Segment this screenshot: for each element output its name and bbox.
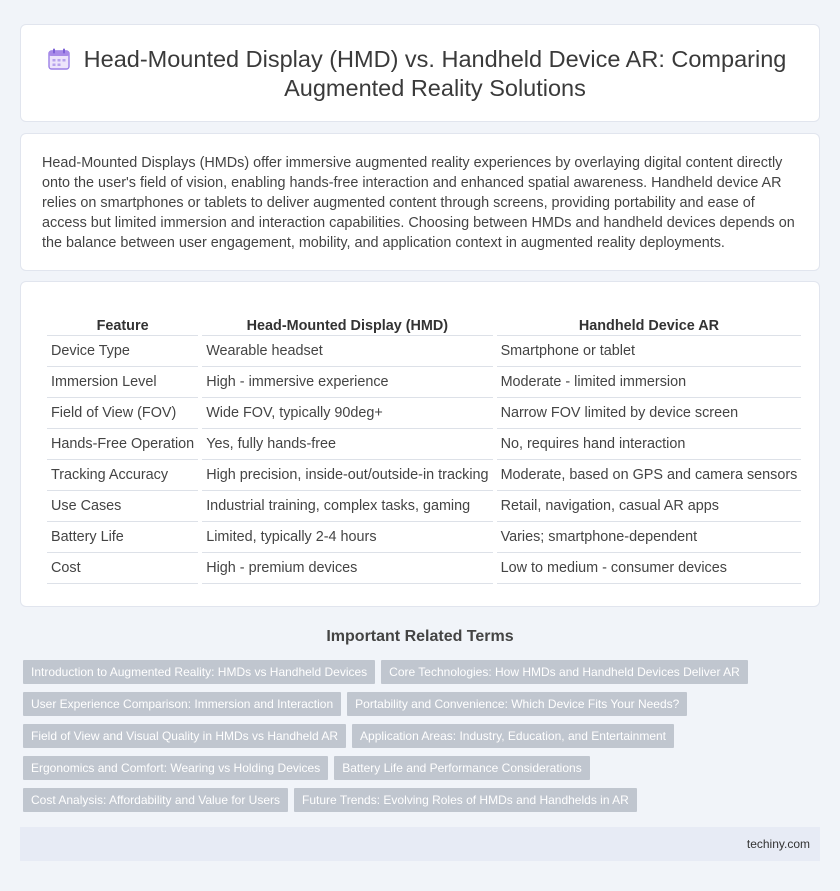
table-row	[47, 460, 801, 491]
hmd-cell: Wide FOV, typically 90deg+	[202, 398, 492, 429]
table-row	[47, 367, 801, 398]
feature-cell: Cost	[47, 553, 198, 584]
related-term-link[interactable]: Field of View and Visual Quality in HMDs vs Handheld AR	[23, 724, 346, 748]
handheld-cell: No, requires hand interaction	[497, 429, 802, 460]
table-row	[47, 429, 801, 460]
comparison-table	[43, 312, 805, 584]
related-term-link[interactable]: Introduction to Augmented Reality: HMDs vs Handheld Devices	[23, 660, 375, 684]
intro-card	[20, 133, 820, 271]
handheld-cell: Moderate, based on GPS and camera sensors	[497, 460, 802, 491]
table-header-row	[47, 312, 801, 336]
handheld-cell: Moderate - limited immersion	[497, 367, 802, 398]
feature-cell: Battery Life	[47, 522, 198, 553]
hmd-cell: Wearable headset	[202, 336, 492, 367]
page-title: Head-Mounted Display (HMD) vs. Handheld Device AR: Comparing Augmented Reality Solutions	[83, 46, 787, 101]
feature-cell: Tracking Accuracy	[47, 460, 198, 491]
related-term-link[interactable]: Portability and Convenience: Which Device Fits Your Needs?	[347, 692, 687, 716]
hmd-cell: Limited, typically 2-4 hours	[202, 522, 492, 553]
handheld-cell: Narrow FOV limited by device screen	[497, 398, 802, 429]
footer	[20, 827, 820, 861]
column-header: Feature	[47, 312, 198, 336]
related-terms-heading: Important Related Terms	[326, 628, 514, 645]
feature-cell: Device Type	[47, 336, 198, 367]
related-term-link[interactable]: Application Areas: Industry, Education, and Entertainment	[352, 724, 674, 748]
related-term-link[interactable]: Cost Analysis: Affordability and Value for Users	[23, 788, 288, 812]
footer-brand: techiny.com	[746, 837, 810, 851]
handheld-cell: Low to medium - consumer devices	[497, 553, 802, 584]
table-row	[47, 522, 801, 553]
feature-cell: Field of View (FOV)	[47, 398, 198, 429]
hmd-cell: Yes, fully hands-free	[202, 429, 492, 460]
related-term-link[interactable]: Future Trends: Evolving Roles of HMDs and Handhelds in AR	[294, 788, 637, 812]
table-row	[47, 336, 801, 367]
hmd-cell: Industrial training, complex tasks, gaming	[202, 491, 492, 522]
intro-paragraph: Head-Mounted Displays (HMDs) offer immersive augmented reality experiences by overlaying digital content directly onto the user's field of vision, enabling hands-free interaction and enhanced spatial awareness. Handheld device AR relies on smartphones or tablets to deliver augmented content through screens, providing portability and ease of access but limited immersion and interaction capabilities. Choosing between HMDs and handheld devices depends on the balance between user engagement, mobility, and application context in augmented reality deployments.	[42, 155, 795, 251]
related-term-link[interactable]: User Experience Comparison: Immersion and Interaction	[23, 692, 341, 716]
hmd-cell: High precision, inside-out/outside-in tracking	[202, 460, 492, 491]
title-card	[20, 24, 820, 122]
related-terms-list	[23, 660, 823, 820]
handheld-cell: Varies; smartphone-dependent	[497, 522, 802, 553]
related-term-link[interactable]: Ergonomics and Comfort: Wearing vs Holding Devices	[23, 756, 328, 780]
handheld-cell: Retail, navigation, casual AR apps	[497, 491, 802, 522]
table-row	[47, 491, 801, 522]
hmd-cell: High - immersive experience	[202, 367, 492, 398]
handheld-cell: Smartphone or tablet	[497, 336, 802, 367]
feature-cell: Hands-Free Operation	[47, 429, 198, 460]
hmd-cell: High - premium devices	[202, 553, 492, 584]
column-header: Head-Mounted Display (HMD)	[202, 312, 492, 336]
related-term-link[interactable]: Core Technologies: How HMDs and Handheld Devices Deliver AR	[381, 660, 748, 684]
table-row	[47, 398, 801, 429]
table-row	[47, 553, 801, 584]
column-header: Handheld Device AR	[497, 312, 802, 336]
feature-cell: Use Cases	[47, 491, 198, 522]
comparison-card	[20, 281, 820, 607]
feature-cell: Immersion Level	[47, 367, 198, 398]
related-term-link[interactable]: Battery Life and Performance Considerations	[334, 756, 589, 780]
